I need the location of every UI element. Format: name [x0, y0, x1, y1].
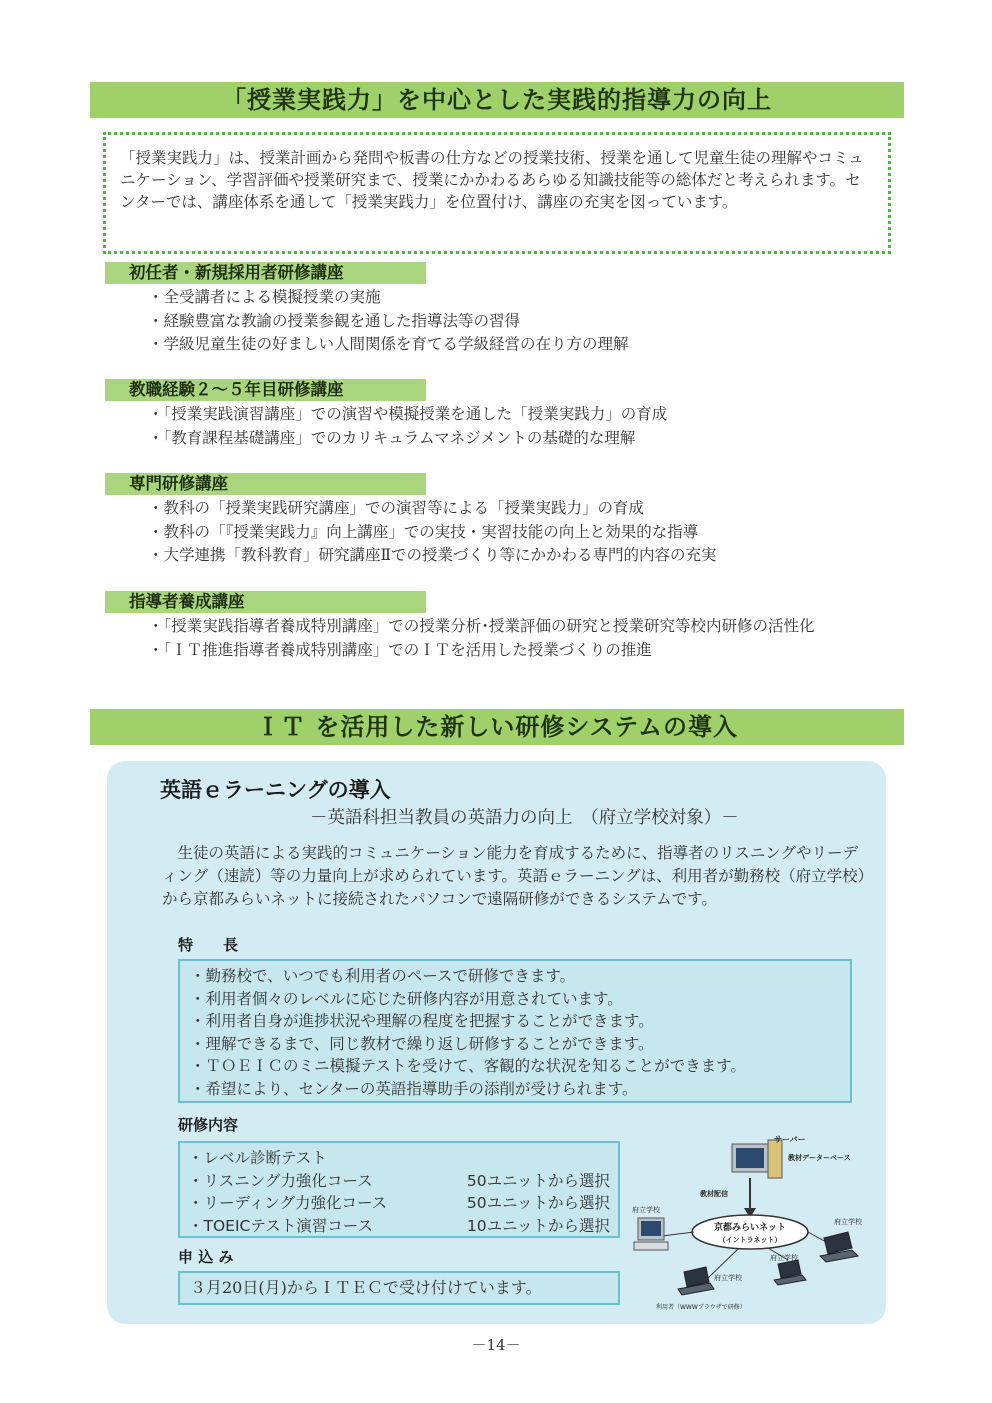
list-item: ・「教育課程基礎講座」でのカリキュラムマネジメントの基礎的な理解: [148, 428, 636, 447]
course-name: ・リスニング力強化コース: [188, 1171, 373, 1190]
list-item: ・全受講者による模擬授業の実施: [148, 288, 381, 306]
course-units: 10ユニットから選択: [466, 1216, 610, 1235]
section-list-specialized: [148, 497, 717, 568]
link-line: [808, 1232, 826, 1242]
laptop-icon: [820, 1232, 858, 1262]
page-number: －14－: [471, 1336, 521, 1354]
course-row: [188, 1192, 610, 1215]
courses-box: [178, 1141, 620, 1238]
feature-item: ・利用者個々のレベルに応じた研修内容が用意されています。: [190, 989, 623, 1008]
desktop-computer-icon: [634, 1218, 668, 1250]
feature-item: ・希望により、センターの英語指導助手の添削が受けられます。: [190, 1079, 638, 1098]
list-item: ・大学連携「教科教育」研究講座Ⅱでの授業づくり等にかかわる専門的内容の充実: [148, 546, 717, 564]
list-item: ・教科の「授業実践研究講座」での演習等による「授業実践力」の育成: [148, 499, 645, 517]
content-heading: 研修内容: [178, 1116, 239, 1134]
section-banner-it-system: ＩＴ を活用した新しい研修システムの導入: [90, 709, 904, 745]
feature-item: ・利用者自身が進捗状況や理解の程度を把握することができます。: [190, 1012, 654, 1030]
intro-box: 「授業実践力」は、授業計画から発問や板書の仕方などの授業技術、授業を通して児童生徒の理解やコミュニケーション、学習評価や授業研究まで、授業にかかわるあらゆる知識技能等の総体だと考えられます。センターでは、講座体系を通して「授業実践力」を位置付け、講座の充実を図っています。: [103, 132, 891, 254]
feature-item: ・勤務校で、いつでも利用者のペースで研修できます。: [190, 967, 576, 985]
list-item: ・経験豊富な教諭の授業参観を通した指導法等の習得: [148, 311, 521, 330]
server-label: サーバー: [774, 1135, 806, 1144]
course-name: ・リーディング力強化コース: [188, 1194, 388, 1212]
elearning-description: 生徒の英語による実践的コミュニケーション能力を育成するために、指導者のリスニングやリーディング（速読）等の力量向上が求められています。英語ｅラーニングは、利用者が勤務校（府立学校）から京都みらいネットに接続されたパソコンで遠隔研修ができるシステムです。: [162, 844, 866, 908]
server-icon: [732, 1140, 782, 1178]
elearning-subtitle: －英語科担当教員の英語力の向上 （府立学校対象）－: [310, 808, 739, 828]
list-item: ・教科の「『授業実践力』向上講座」での実技・実習技能の向上と効果的な指導: [148, 522, 699, 541]
list-item: ・「授業実践指導者養成特別講座」での授業分析･授業評価の研究と授業研究等校内研修の活性化: [148, 617, 815, 635]
feature-item: ・理解できるまで、同じ教材で繰り返し研修することができます。: [190, 1034, 654, 1053]
course-units: 50ユニットから選択: [466, 1171, 610, 1190]
laptop-icon: [774, 1260, 806, 1285]
network-label: 京都みらいネット: [713, 1223, 787, 1233]
course-units: 50ユニットから選択: [466, 1194, 610, 1212]
section-label-new-teachers: 初任者・新規採用者研修講座: [105, 262, 426, 284]
features-heading: 特 長: [178, 936, 239, 954]
list-item: ・「授業実践演習講座」での演習や模擬授業を通した「授業実践力」の育成: [148, 405, 668, 423]
school-label: 府立学校: [714, 1274, 742, 1282]
course-name: ・レベル診断テスト: [188, 1149, 327, 1167]
course-row: [188, 1215, 610, 1238]
elearning-title: 英語ｅラーニングの導入: [160, 778, 391, 802]
section-label-specialized: 専門研修講座: [105, 473, 426, 495]
intranet-label: （イントラネット）: [718, 1236, 782, 1244]
delivery-label: 教材配信: [700, 1190, 728, 1198]
section-list-new-teachers: [148, 286, 629, 357]
network-diagram: [628, 1132, 882, 1314]
section-list-2-5-years: [148, 403, 667, 450]
feature-item: ・ＴＯＥＩＣのミニ模擬テストを受けて、客観的な状況を知ることができます。: [190, 1057, 746, 1075]
laptop-icon: [678, 1267, 714, 1295]
course-name: ・TOEICテスト演習コース: [188, 1216, 373, 1235]
section-label-leader-training: 指導者養成講座: [105, 591, 426, 613]
course-row: [188, 1147, 610, 1170]
school-label: 府立学校: [834, 1218, 862, 1226]
school-label: 府立学校: [632, 1206, 660, 1214]
course-row: [188, 1170, 610, 1193]
database-label: 教材データーベース: [788, 1154, 851, 1162]
apply-heading: 申 込 み: [178, 1248, 234, 1266]
link-line: [662, 1232, 694, 1236]
user-label: 利用者（WWWブラウザで研修）: [656, 1304, 746, 1311]
list-item: ・学級児童生徒の好ましい人間関係を育てる学級経営の在り方の理解: [148, 335, 629, 353]
section-label-2-5-years: 教職経験２〜５年目研修講座: [105, 379, 426, 401]
school-label: 府立学校: [770, 1254, 798, 1262]
section-list-leader-training: [148, 615, 815, 662]
features-box: [178, 959, 852, 1103]
section-banner-practical-teaching: 「授業実践力」を中心とした実践的指導力の向上: [90, 82, 904, 118]
apply-box: ３月20日(月)からＩＴＥＣで受け付けています。: [178, 1271, 620, 1305]
list-item: ・「ＩＴ推進指導者養成特別講座」でのＩＴを活用した授業づくりの推進: [148, 640, 652, 659]
